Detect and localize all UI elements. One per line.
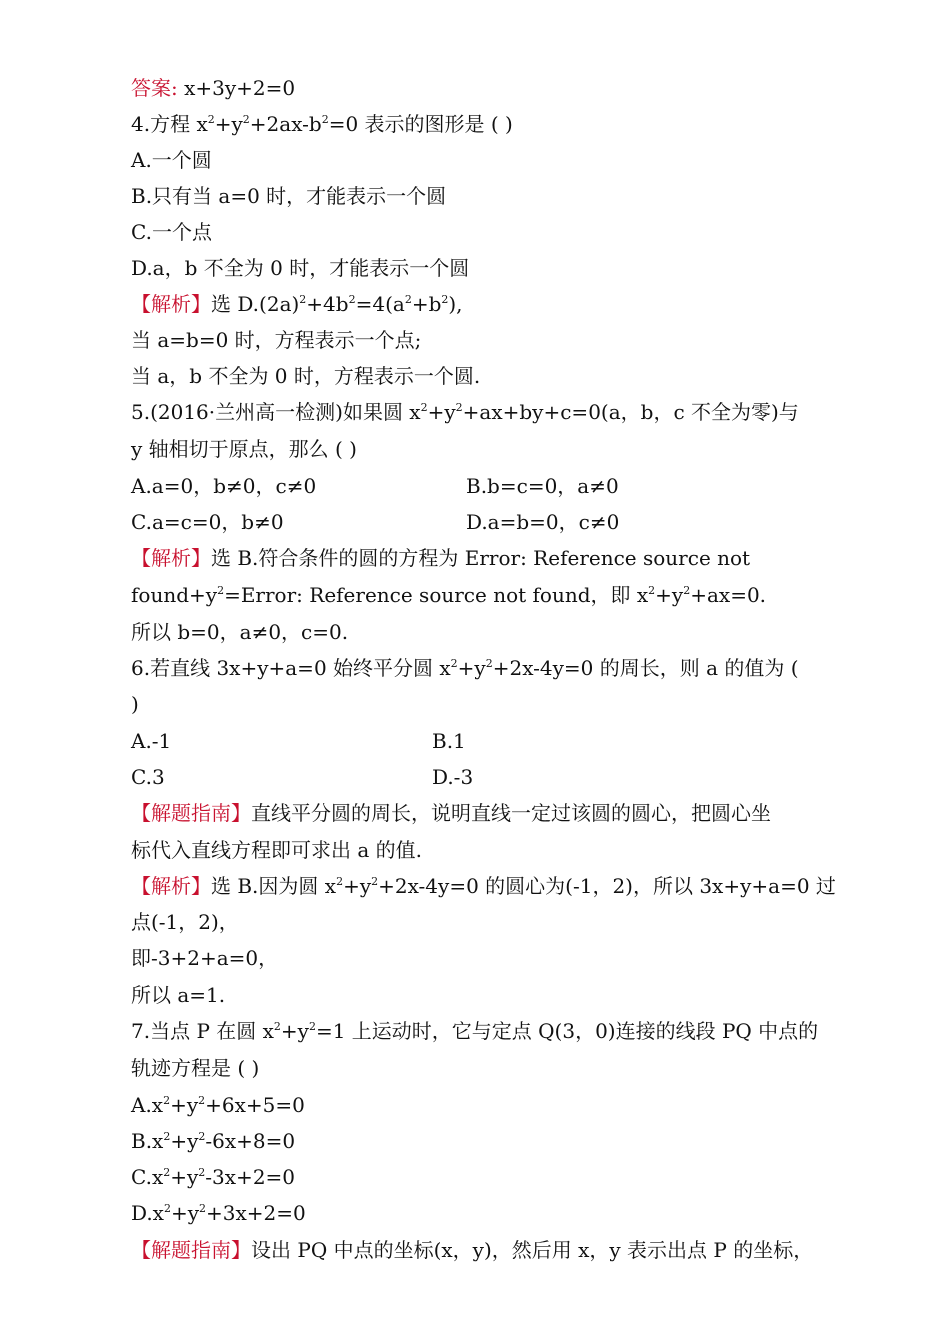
q5-option-d: D.a=b=0，c≠0 <box>466 510 620 534</box>
answer-label: 答案: <box>131 76 178 100</box>
q6-option-b: B.1 <box>432 729 466 753</box>
q4-option-a: A.一个圆 <box>131 148 212 172</box>
q5-analysis-3: 所以 b=0，a≠0，c=0. <box>131 620 349 644</box>
q4-option-c: C.一个点 <box>131 220 212 244</box>
q6-analysis-1: 【解析】选 B.因为圆 $x^2+y^2+2x-4y=0$ 的圆心为(-1，2)，所以 3x+y+a=0 过 <box>131 874 836 898</box>
q4-analysis-line-1: 当 a=b=0 时，方程表示一个点; <box>131 328 422 352</box>
q5-stem-1: 5.(2016·兰州高一检测)如果圆 $x^2+y^2+ax+by+c=0(a$，b，c 不全为零)与 <box>131 400 799 424</box>
q5-option-b: B.b=c=0，a≠0 <box>466 474 619 498</box>
q6-guide-label: 【解题指南】 <box>131 801 251 825</box>
q6-option-a: A.-1 <box>131 729 172 753</box>
q5-stem-2: y 轴相切于原点，那么 ( ) <box>131 437 357 461</box>
q4-stem: 4.方程 $x^2+y^2+2ax-b^2=0$ 表示的图形是 ( ) <box>131 112 513 136</box>
q5-analysis-1: 【解析】选 B.符合条件的圆的方程为 Error: Reference source not <box>131 546 751 570</box>
q6-stem-1: 6.若直线 3x+y+a=0 始终平分圆 $x^2+y^2+2x-4y=0$ 的周长，则 a 的值为 ( <box>131 656 799 680</box>
q5-option-c: C.a=c=0，b≠0 <box>131 510 284 534</box>
q6-analysis-3: 即-3+2+a=0， <box>131 946 279 970</box>
q6-analysis-4: 所以 a=1. <box>131 983 226 1007</box>
answer-line <box>131 76 295 100</box>
q7-option-a: $A.x^2+y^2+6x+5=0$ <box>131 1093 305 1117</box>
q6-guide-1: 【解题指南】直线平分圆的周长，说明直线一定过该圆的圆心，把圆心坐 <box>131 801 771 825</box>
q7-option-b: $B.x^2+y^2-6x+8=0$ <box>131 1129 296 1153</box>
q4-option-d: D.a，b 不全为 0 时，才能表示一个圆 <box>131 256 470 280</box>
q7-option-d: $D.x^2+y^2+3x+2=0$ <box>131 1201 306 1225</box>
q6-stem-2: ) <box>131 692 139 716</box>
q5-analysis-label: 【解析】 <box>131 546 211 570</box>
q6-analysis-2: 点(-1，2)， <box>131 910 239 934</box>
q7-guide: 【解题指南】设出 PQ 中点的坐标(x，y)，然后用 x，y 表示出点 P 的坐标， <box>131 1238 814 1262</box>
q4-analysis-line-2: 当 a，b 不全为 0 时，方程表示一个圆. <box>131 364 481 388</box>
q6-option-c: C.3 <box>131 765 165 789</box>
q5-option-a: A.a=0，b≠0，c≠0 <box>131 474 317 498</box>
q4-option-b: B.只有当 a=0 时，才能表示一个圆 <box>131 184 447 208</box>
q7-stem-1: 7.当点 P 在圆 $x^2+y^2=1$ 上运动时，它与定点 Q(3，0)连接的线段 PQ 中点的 <box>131 1019 819 1043</box>
answer-text: x+3y+2=0 <box>177 76 296 100</box>
q5-analysis-2: $found+y^2=Error$: Reference source not found，即 $x^2+y^2+ax=0$. <box>131 583 767 607</box>
q7-option-c: $C.x^2+y^2-3x+2=0$ <box>131 1165 296 1189</box>
q6-analysis-label: 【解析】 <box>131 874 211 898</box>
q6-guide-2: 标代入直线方程即可求出 a 的值. <box>131 838 422 862</box>
q4-analysis: 【解析】选 $D.(2a)^2+4b^2=4(a^2+b^2)$, <box>131 292 463 316</box>
q6-option-d: D.-3 <box>432 765 474 789</box>
q7-stem-2: 轨迹方程是 ( ) <box>131 1056 260 1080</box>
q4-analysis-label: 【解析】 <box>131 292 211 316</box>
q7-guide-label: 【解题指南】 <box>131 1238 251 1262</box>
